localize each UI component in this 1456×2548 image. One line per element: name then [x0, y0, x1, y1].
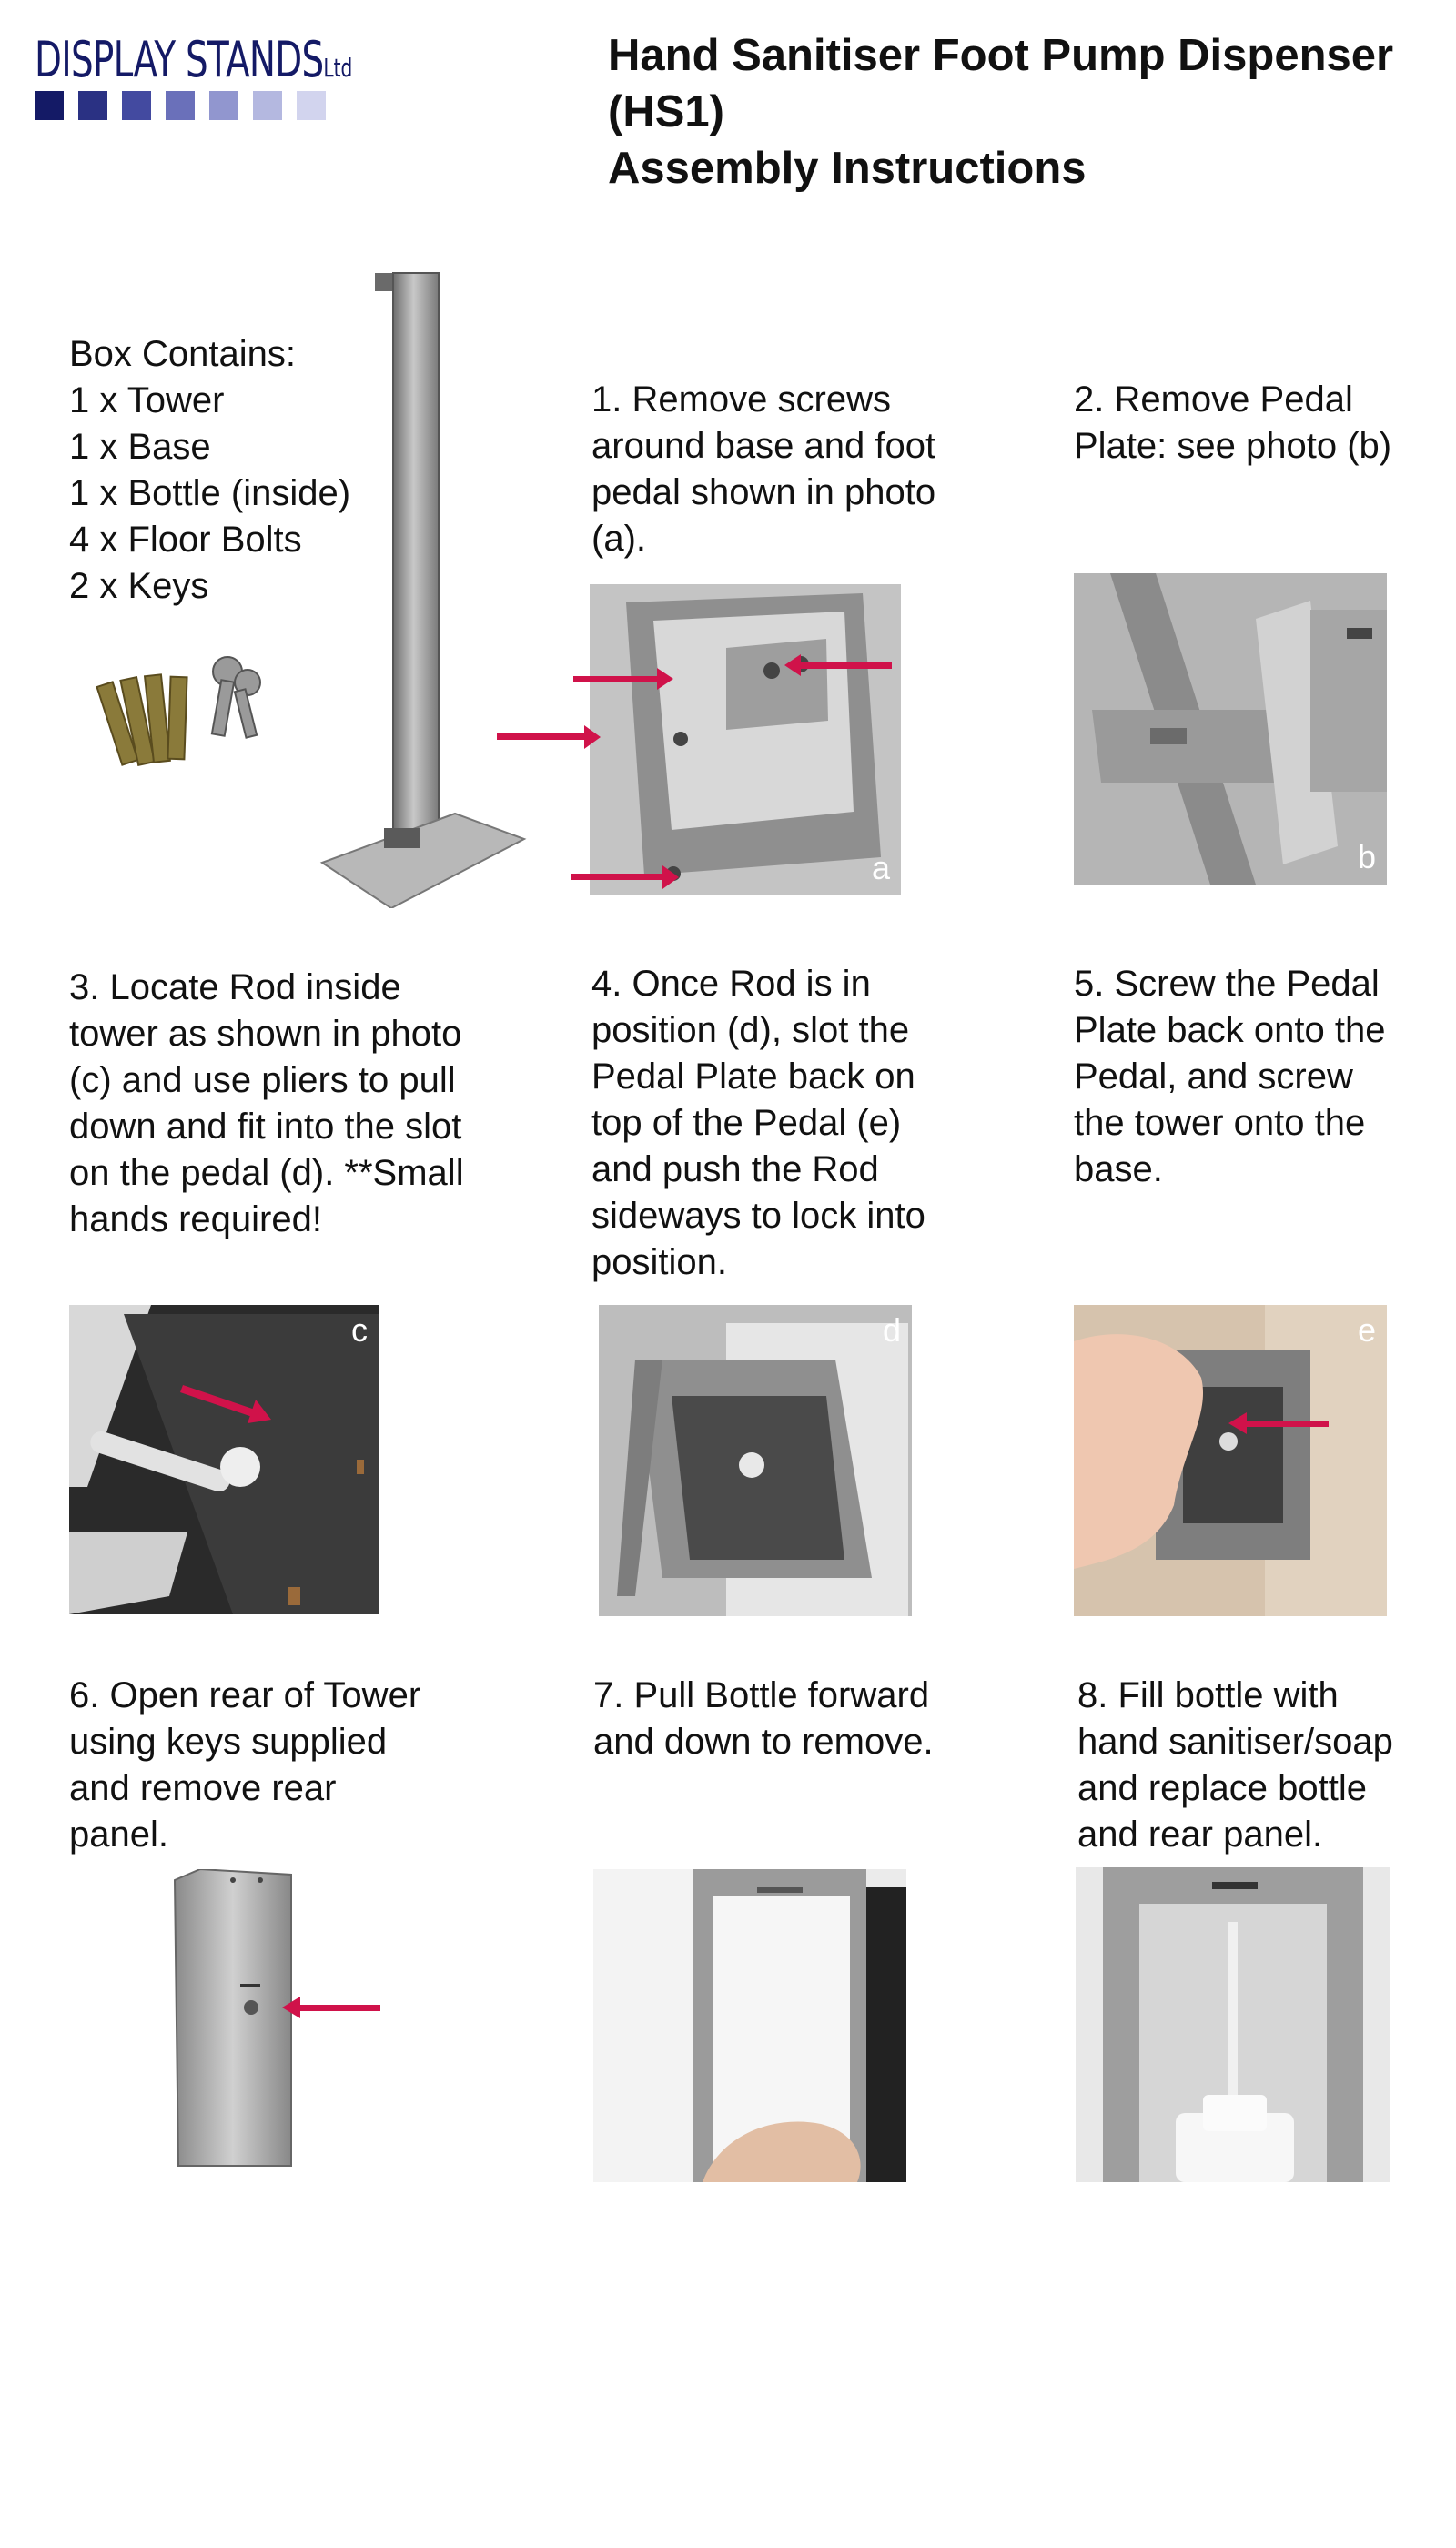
photo-label: b: [1357, 838, 1376, 875]
step-line: Pedal, and screw: [1074, 1057, 1353, 1097]
logo-suffix: Ltd: [323, 53, 353, 83]
step-line: panel.: [69, 1815, 168, 1855]
step-line: 3. Locate Rod inside: [69, 967, 401, 1007]
step-1-text: [592, 377, 935, 562]
step-line: Pedal Plate back on: [592, 1057, 915, 1097]
step-line: the tower onto the: [1074, 1103, 1366, 1143]
step-7-text: [593, 1673, 934, 1765]
box-item: 1 x Tower: [69, 380, 225, 420]
box-item: 1 x Base: [69, 427, 211, 467]
title-line: (HS1): [608, 87, 724, 136]
step-line: down and fit into the slot: [69, 1107, 462, 1147]
step-line: 6. Open rear of Tower: [69, 1675, 421, 1715]
step-line: 8. Fill bottle with: [1077, 1675, 1339, 1715]
step-line: 2. Remove Pedal: [1074, 379, 1353, 420]
box-item: 4 x Floor Bolts: [69, 520, 302, 560]
step-line: and remove rear: [69, 1768, 337, 1808]
logo-square: [166, 91, 195, 120]
step-line: 7. Pull Bottle forward: [593, 1675, 930, 1715]
step-line: Plate: see photo (b): [1074, 426, 1392, 466]
step-line: around base and foot: [592, 426, 936, 466]
photo-label: c: [351, 1311, 368, 1349]
step-line: 5. Screw the Pedal: [1074, 964, 1380, 1004]
step-3-text: [69, 965, 464, 1243]
step-line: sideways to lock into: [592, 1196, 925, 1236]
step-line: Plate back onto the: [1074, 1010, 1386, 1050]
logo-squares: [35, 91, 326, 120]
bolts-keys-photo: [91, 637, 282, 774]
box-item: 1 x Bottle (inside): [69, 473, 351, 513]
logo-wordmark: [35, 33, 352, 96]
step-6-text: [69, 1673, 420, 1858]
title-line: Hand Sanitiser Foot Pump Dispenser: [608, 31, 1394, 80]
step-line: 4. Once Rod is in: [592, 964, 871, 1004]
logo-brand: DISPLAY STANDS: [35, 31, 324, 88]
step-line: (a).: [592, 519, 646, 559]
step-line: position.: [592, 1242, 727, 1282]
photo-c: [69, 1305, 379, 1614]
box-heading: Box Contains:: [69, 334, 297, 374]
logo-square: [253, 91, 282, 120]
step-5-text: [1074, 961, 1385, 1193]
step-line: hands required!: [69, 1199, 322, 1239]
step-line: hand sanitiser/soap: [1077, 1722, 1393, 1762]
step-4-text: [592, 961, 925, 1286]
box-item: 2 x Keys: [69, 566, 209, 606]
step-line: using keys supplied: [69, 1722, 388, 1762]
page-title: [608, 27, 1427, 197]
title-line: Assembly Instructions: [608, 144, 1087, 193]
logo-square: [35, 91, 64, 120]
photo-bottle-removal: [593, 1869, 906, 2182]
photo-label: d: [882, 1311, 901, 1349]
step-line: and replace bottle: [1077, 1768, 1368, 1808]
step-line: 1. Remove screws: [592, 379, 891, 420]
arrows-photo-a: [491, 637, 901, 901]
step-line: top of the Pedal (e): [592, 1103, 902, 1143]
logo-square: [297, 91, 326, 120]
photo-label: a: [871, 849, 890, 886]
step-line: and down to remove.: [593, 1722, 934, 1762]
step-line: and push the Rod: [592, 1149, 879, 1189]
logo-square: [122, 91, 151, 120]
photo-bottle-refill: [1076, 1867, 1390, 2182]
photo-d: [599, 1305, 912, 1616]
photo-b: [1074, 573, 1387, 885]
photo-label: e: [1357, 1311, 1376, 1349]
logo-square: [78, 91, 107, 120]
step-2-text: [1074, 377, 1391, 470]
step-line: and rear panel.: [1077, 1815, 1323, 1855]
step-line: base.: [1074, 1149, 1163, 1189]
tower-rear-photo: [173, 1869, 400, 2169]
step-line: position (d), slot the: [592, 1010, 910, 1050]
step-line: tower as shown in photo: [69, 1014, 462, 1054]
step-8-text: [1077, 1673, 1393, 1858]
step-line: (c) and use pliers to pull: [69, 1060, 456, 1100]
photo-e: [1074, 1305, 1387, 1616]
step-line: on the pedal (d). **Small: [69, 1153, 464, 1193]
logo-square: [209, 91, 238, 120]
box-contents: [69, 331, 350, 610]
step-line: pedal shown in photo: [592, 472, 936, 512]
